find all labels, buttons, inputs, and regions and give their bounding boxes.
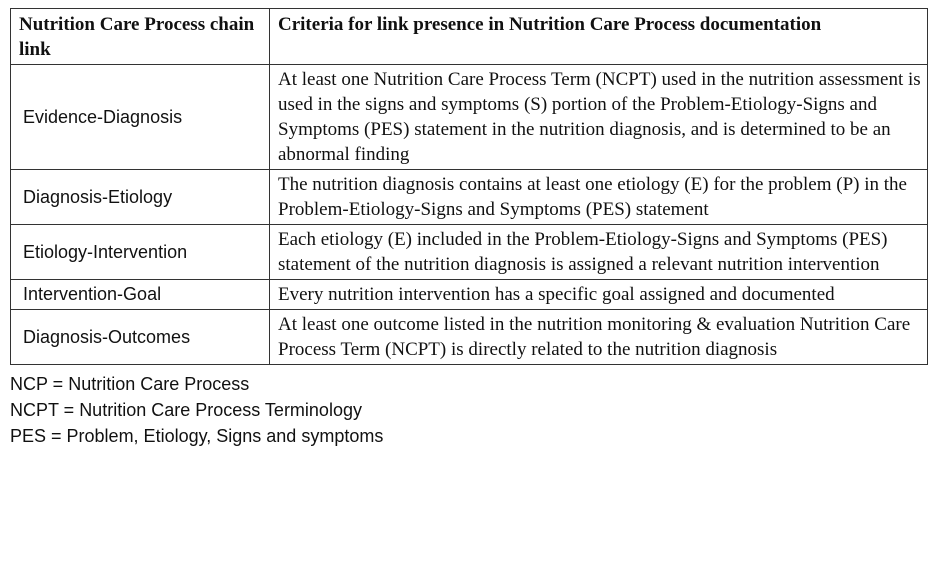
- criteria-cell: The nutrition diagnosis contains at least one etiology (E) for the problem (P) in the Problem-Etiology-Signs and Symptoms (PES) statement: [270, 170, 928, 225]
- criteria-cell: Every nutrition intervention has a specific goal assigned and documented: [270, 280, 928, 310]
- criteria-cell: At least one Nutrition Care Process Term (NCPT) used in the nutrition assessment is used in the signs and symptoms (S) portion of the Problem-Etiology-Signs and Symptoms (PES) statement in the nutrition diagnosis, and is determined to be an abnormal finding: [270, 65, 928, 170]
- table-row: [11, 280, 928, 310]
- footnote-ncp: NCP = Nutrition Care Process: [10, 374, 250, 394]
- criteria-cell: At least one outcome listed in the nutrition monitoring & evaluation Nutrition Care Process Term (NCPT) is directly related to the nutrition diagnosis: [270, 310, 928, 365]
- document-page: [10, 8, 928, 449]
- chain-link-cell: Intervention-Goal: [11, 280, 270, 310]
- abbreviation-footnotes: [10, 371, 928, 449]
- table-row: [11, 225, 928, 280]
- chain-link-cell: Evidence-Diagnosis: [11, 65, 270, 170]
- chain-link-cell: Diagnosis-Etiology: [11, 170, 270, 225]
- table-row: [11, 65, 928, 170]
- chain-link-cell: Diagnosis-Outcomes: [11, 310, 270, 365]
- column-header-criteria: Criteria for link presence in Nutrition Care Process documentation: [270, 9, 928, 65]
- criteria-cell: Each etiology (E) included in the Problem-Etiology-Signs and Symptoms (PES) statement of the nutrition diagnosis is assigned a relevant nutrition intervention: [270, 225, 928, 280]
- table-row: [11, 310, 928, 365]
- footnote-ncpt: NCPT = Nutrition Care Process Terminology: [10, 400, 362, 420]
- table-row: [11, 170, 928, 225]
- chain-link-cell: Etiology-Intervention: [11, 225, 270, 280]
- column-header-chain-link: Nutrition Care Process chain link: [11, 9, 270, 65]
- table-header-row: [11, 9, 928, 65]
- ncp-criteria-table: [10, 8, 928, 365]
- footnote-pes: PES = Problem, Etiology, Signs and symptoms: [10, 426, 384, 446]
